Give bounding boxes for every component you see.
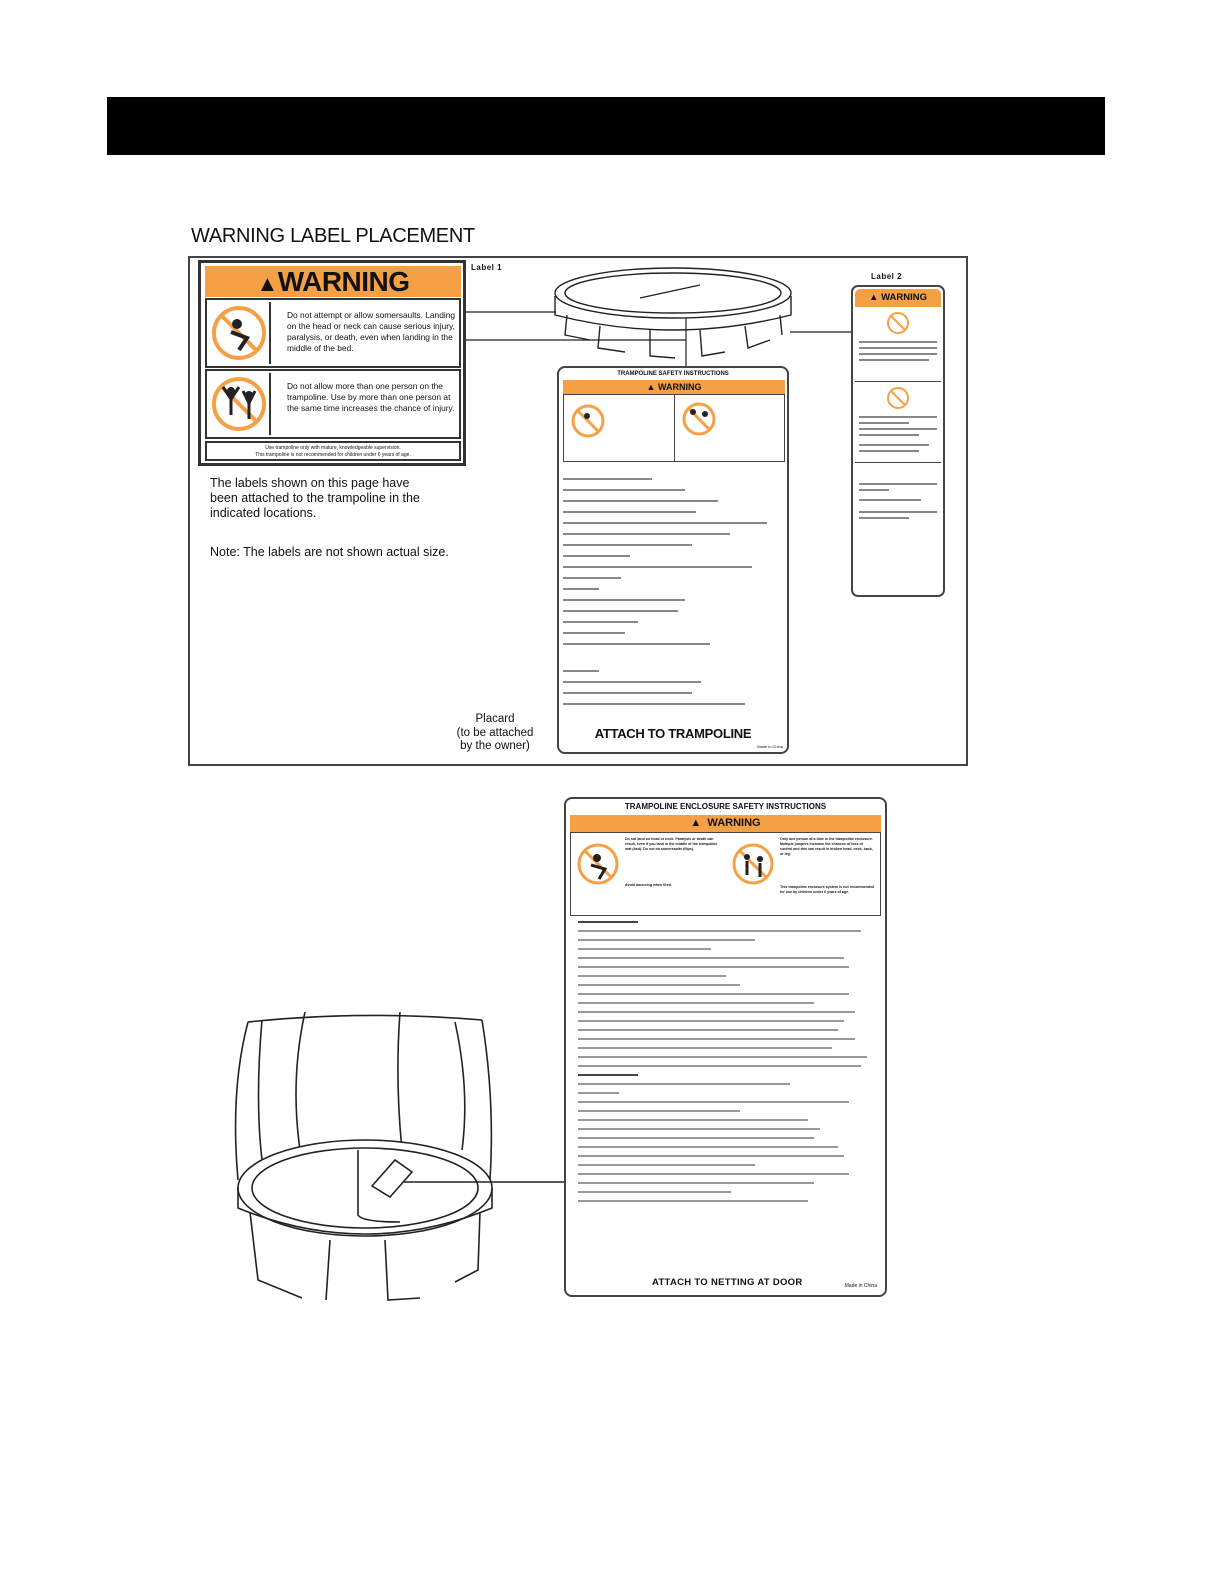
one-person-only-icon bbox=[855, 382, 941, 462]
placement-notes: The labels shown on this page have been attached to the trampoline in the indicated locations. bbox=[210, 476, 420, 520]
label1-footer-line2: This trampoline is not recommended for children under 6 years of age. bbox=[255, 452, 411, 458]
label1-warning-header: ▲WARNING bbox=[205, 266, 461, 297]
enclosure-attach-text: ATTACH TO NETTING AT DOOR bbox=[652, 1277, 803, 1288]
label1-footer-line1: Use trampoline only with mature, knowledgeable supervision. bbox=[265, 445, 401, 451]
enclosure-warning-box bbox=[570, 832, 881, 916]
warning-triangle-icon: ▲ bbox=[690, 817, 702, 829]
one-person-only-icon bbox=[730, 841, 776, 887]
placard-right-panel bbox=[674, 395, 785, 461]
label1-tag: Label 1 bbox=[471, 263, 503, 272]
placard-warning-box bbox=[563, 394, 785, 462]
warning-triangle-icon: ▲ bbox=[869, 292, 879, 303]
placard-warning: ▲ WARNING bbox=[563, 380, 785, 394]
enclosure-right-panel bbox=[726, 833, 881, 915]
label1 bbox=[198, 260, 466, 466]
no-somersault-icon bbox=[209, 302, 271, 364]
enclosure-right-sub: This trampoline enclosure system is not recommended for use by children under 6 years of age. bbox=[780, 885, 875, 894]
placard-caption-line3: by the owner) bbox=[460, 740, 530, 752]
enclosure-left-panel bbox=[571, 833, 726, 915]
label1-footer bbox=[205, 441, 461, 461]
no-somersault-icon bbox=[575, 841, 621, 887]
label2 bbox=[851, 285, 945, 597]
label1-row-somersault bbox=[205, 298, 461, 368]
placard-instructions bbox=[563, 478, 785, 714]
label1-row1-text: Do not attempt or allow somersaults. Landing on the head or neck can cause serious injury, paralysis, or death, even when landing in the middle of the bed. bbox=[287, 310, 456, 353]
label2-warning: ▲ WARNING bbox=[855, 289, 941, 307]
label2-section-2 bbox=[855, 382, 941, 463]
enclosure-left-sub: Avoid bouncing when tired. bbox=[625, 883, 672, 887]
label1-row2-text: Do not allow more than one person on the trampoline. Use by more than one person at the same time increases the chance of injury. bbox=[287, 381, 455, 413]
label2-section-3 bbox=[855, 463, 941, 543]
placard-attach-text: ATTACH TO TRAMPOLINE bbox=[594, 726, 752, 741]
enclosure-right-text: Only one person at a time in the trampoline enclosure. Multiple jumpers increase the chances of loss of control and this can result in broken head, neck, back, or leg. bbox=[780, 837, 873, 856]
enclosure-warning: ▲ WARNING bbox=[570, 815, 881, 832]
label2-section-1 bbox=[855, 307, 941, 382]
placard-title: TRAMPOLINE SAFETY INSTRUCTIONS bbox=[617, 371, 729, 377]
label2-tag: Label 2 bbox=[871, 272, 903, 281]
size-note: Note: The labels are not shown actual size. bbox=[210, 545, 449, 559]
enclosure-instructions bbox=[578, 921, 873, 1209]
enclosure-placard bbox=[564, 797, 887, 1297]
placard-caption-line1: Placard bbox=[475, 713, 515, 725]
placard-made-in: Made in China bbox=[757, 744, 783, 749]
page-heading: WARNING LABEL PLACEMENT bbox=[191, 225, 475, 247]
no-somersault-icon bbox=[855, 307, 941, 381]
one-person-only-icon bbox=[679, 399, 719, 439]
placard bbox=[557, 366, 789, 754]
one-person-only-icon bbox=[209, 373, 271, 435]
trampoline-enclosure-illustration bbox=[236, 1012, 564, 1300]
placard-caption-line2: (to be attached bbox=[456, 726, 534, 739]
placard-left-panel bbox=[564, 395, 674, 461]
enclosure-title: TRAMPOLINE ENCLOSURE SAFETY INSTRUCTIONS bbox=[624, 802, 827, 811]
no-somersault-icon bbox=[568, 401, 608, 441]
warning-triangle-icon: ▲ bbox=[646, 382, 656, 392]
placard-caption bbox=[440, 713, 550, 754]
warning-triangle-icon: ▲ bbox=[256, 271, 278, 296]
enclosure-left-text: Do not land on head or neck. Paralysis or death can result, even if you land in the middle of the trampoline mat (bed). Do not do somersaults (flips). bbox=[625, 837, 718, 851]
enclosure-made-in: Made in China bbox=[844, 1283, 877, 1289]
label1-row-one-person bbox=[205, 369, 461, 439]
